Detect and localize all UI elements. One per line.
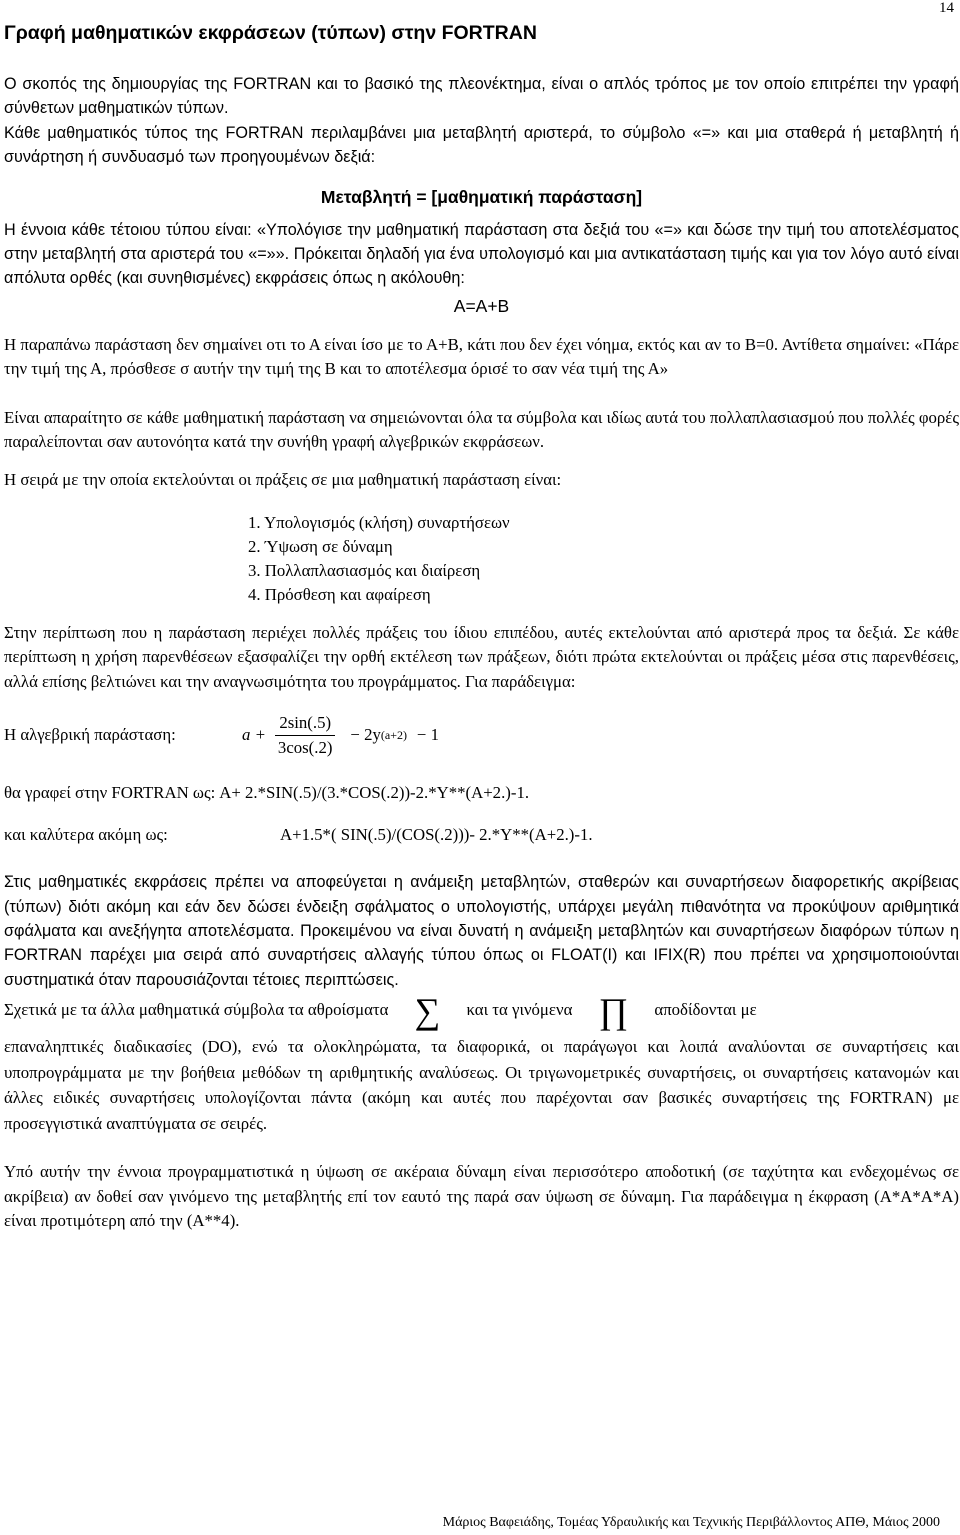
sum-prod-rest: επαναληπτικές διαδικασίες (DO), ενώ τα ολοκληρώματα, τα διαφορικά, οι παράγωγοι και λοιπά αναλύονται σε συναρτήσεις και υποπρογράμματα με την βοήθεια μεθόδων τη αριθμητικής αναλύσεως. Οι τριγωνομετρικές συναρτήσεις, οι συναρτήσεις κατανομών και άλλες ειδικές συναρτήσεις υπολογίζονται πάντα (ακόμη και αυτές που παρέχονται σαν βασικές συναρτήσεις της FORTRAN) με προσεγγιστικά αναπτύγματα σε σειρές. xyxy=(4,1037,959,1133)
term-minus-1: − 1 xyxy=(417,724,440,744)
example-formula: A=A+B xyxy=(453,295,510,316)
meaning-text: Η έννοια κάθε τέτοιου τύπου είναι: «Υπολόγισε την μαθηματική παράσταση στα δεξιά του «=» και δώσε την τιμή του αποτελέσματος στην μεταβλητή στα αριστερά του «=»». xyxy=(4,220,959,264)
mixing-paragraph: Στις μαθηματικές εκφράσεις πρέπει να αποφεύγεται η ανάμειξη μεταβλητών, σταθερών και συναρτήσεων διαφορετικής ακρίβειας (τύπων) διότι ακόμη και εάν δεν δώσει ένδειξη σφάλματος ο υπολογιστής, υπάρχει μεγάλη πιθανότητα να προκύψουν αριθμητικά σφάλματα και ανεξήγητα αποτελέσματα. Προκειμένου να είναι δυνατή η ανάμειξη μεταβλητών και συναρτήσεων διαφόρων τύπων η FORTRAN παρέχει μια σειρά από συναρτήσεις αλλαγής τύπου όπως οι FLOAT(I) και IFIX(R) που πρέπει να χρησιμοποιούνται συστηματικά όταν παρουσιάζονται τέτοιες περιπτώσεις. xyxy=(4,873,959,989)
same-level-paragraph: Στην περίπτωση που η παράσταση περιέχει πολλές πράξεις του ίδιου επιπέδου, αυτές εκτελούνται από αριστερά προς τα δεξιά. Σε κάθε περίπτωση η χρήση παρενθέσεων εξασφαλίζει την ορθή εκτέλεση των πράξεων, διότι πρώτα εκτελούνται οι πράξεις μέσα στις παρενθέσεις, αλλά επίσης βελτιώνει και την αναγνωσιμότητα του προγράμματος. Για παράδειγμα: xyxy=(4,622,959,691)
meaning-paragraph xyxy=(4,218,959,291)
fraction-numerator: 2sin(.5) xyxy=(275,711,335,736)
fraction xyxy=(274,711,337,760)
fortran-line-2 xyxy=(4,814,959,856)
term-2y: − 2y xyxy=(350,724,381,744)
sum-symbol-icon: ∑ xyxy=(414,991,441,1032)
sum-prod-part-3: αποδίδονται με xyxy=(654,1000,757,1020)
fortran-code-1: A+ 2.*SIN(.5)/(3.*COS(.2))-2.*Y**(A+2.)-1. xyxy=(219,782,530,802)
sum-prod-part-2: και τα γινόμενα xyxy=(466,1000,573,1020)
fraction-denominator: 3cos(.2) xyxy=(277,737,333,757)
sum-prod-part-1: Σχετικά με τα άλλα μαθηματικά σύμβολα τα αθροίσματα xyxy=(4,1000,389,1020)
order-intro: Η σειρά με την οποία εκτελούνται οι πράξεις σε μια μαθηματική παράσταση είναι: xyxy=(4,470,562,490)
intro-paragraph-1: Ο σκοπός της δημιουργίας της FORTRAN και το βασικό της πλεονέκτημα, είναι ο απλός τρόπος με τον οποίο επιτρέπει την γραφή σύνθετων μαθηματικών τύπων. xyxy=(4,75,959,118)
symbols-paragraph: Είναι απαραίτητο σε κάθε μαθηματική παράσταση να σημειώνονται όλα τα σύμβολα και ιδίως αυτά του πολλαπλασιασμού που πολλές φορές παραλείπονται σαν αυτονόητα κατά την συνήθη γραφή αλγεβρικών εκφράσεων. xyxy=(4,407,959,452)
list-item: 3. Πολλαπλασιασμός και διαίρεση xyxy=(248,560,481,580)
general-formula: Μεταβλητή = [μαθηματική παράσταση] xyxy=(320,186,643,207)
product-symbol-icon: ∏ xyxy=(598,991,629,1032)
exponent: (a+2) xyxy=(380,727,407,742)
fortran-line-1 xyxy=(4,772,959,814)
document-body xyxy=(4,72,959,1233)
meaning-text-continued: Πρόκειται δηλαδή για ένα υπολογισμό και μια αντικατάσταση τιμής και για τον λόγο αυτό είναι απόλυτα ορθές (και συνηθισμένες) εκφράσεις όπως η ακόλουθη: xyxy=(4,245,959,288)
intro-paragraph-2: Κάθε μαθηματικός τύπος της FORTRAN περιλαμβάνει μια μεταβλητή αριστερά, το σύμβολο «=» και μια σταθερά ή μεταβλητή ή συνάρτηση ή συνδυασμό των προηγουμένων δεξιά: xyxy=(4,123,959,167)
operations-order-list xyxy=(4,511,959,607)
list-item: 2. Ύψωση σε δύναμη xyxy=(248,536,393,556)
list-item: 4. Πρόσθεση και αφαίρεση xyxy=(248,584,431,604)
footer: Μάριος Βαφειάδης, Τομέας Υδραυλικής και Τεχνικής Περιβάλλοντος ΑΠΘ, Μάιος 2000 xyxy=(442,1515,940,1530)
algebraic-expression-row xyxy=(4,698,959,772)
power-paragraph: Υπό αυτήν την έννοια προγραμματιστικά η ύψωση σε ακέραια δύναμη είναι περισσότερο αποδοτική (σε ταχύτητα και ενδεχομένως σε ακρίβεια) αν δοθεί σαν γινόμενο της μεταβλητής επί τον εαυτό της παρά σαν ύψωση σε δύναμη. Για παράδειγμα η έκφραση (Α*Α*Α*Α) είναι προτιμότερη από την (Α**4). xyxy=(4,1162,959,1231)
sum-prod-paragraph xyxy=(4,991,959,1032)
algebraic-label: Η αλγεβρική παράσταση: xyxy=(4,724,176,744)
term-a: a + xyxy=(242,724,266,744)
page-number: 14 xyxy=(939,0,954,16)
section-title: Γραφή μαθηματικών εκφράσεων (τύπων) στην FORTRAN xyxy=(4,22,537,44)
fortran-code-2: A+1.5*( SIN(.5)/(COS(.2)))- 2.*Y**(A+2.)-1. xyxy=(280,824,593,844)
fortran-label-2: και καλύτερα ακόμη ως: xyxy=(4,824,168,844)
fortran-label-1: θα γραφεί στην FORTRAN ως: xyxy=(4,782,216,802)
list-item: 1. Υπολογισμός (κλήση) συναρτήσεων xyxy=(248,512,510,532)
ab-explanation-paragraph: Η παραπάνω παράσταση δεν σημαίνει οτι το Α είναι ίσο με το Α+Β, κάτι που δεν έχει νόημα, εκτός και αν το Β=0. Αντίθετα σημαίνει: «Πάρε την τιμή της Α, πρόσθεσε σ αυτήν την τιμή της Β και το αποτέλεσμα όρισέ το σαν νέα τιμή της Α» xyxy=(4,334,959,379)
